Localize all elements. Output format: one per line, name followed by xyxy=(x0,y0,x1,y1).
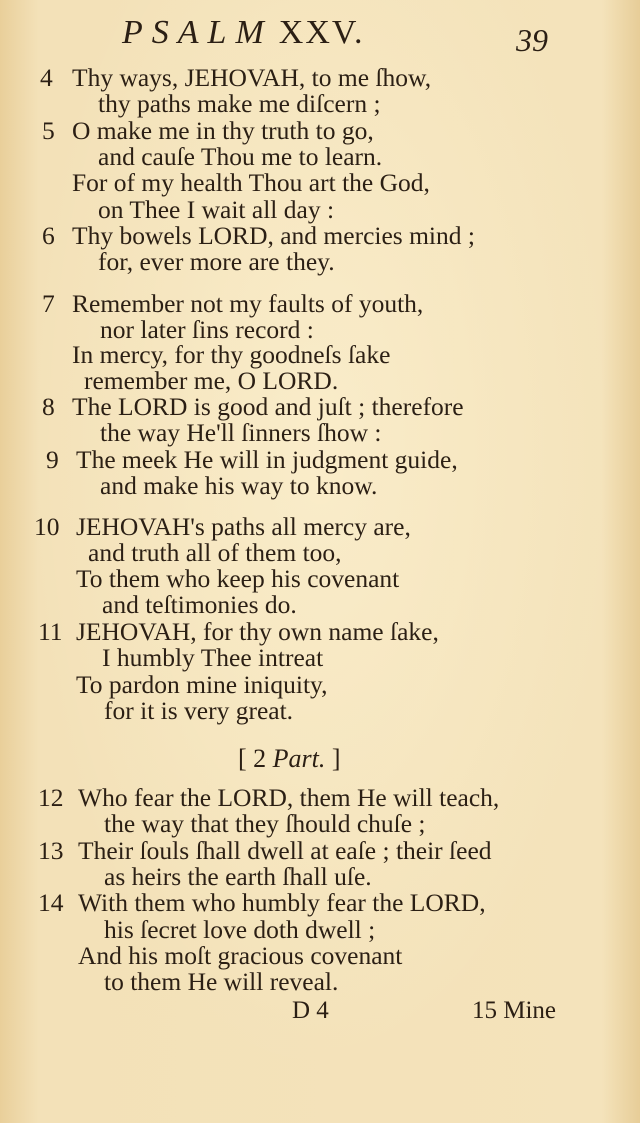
part-bracket-close: ] xyxy=(331,744,341,773)
verse-number-10: 10 xyxy=(34,512,60,541)
verse-line: To pardon mine iniquity, xyxy=(76,670,328,699)
verse-line: Thy ways, JEHOVAH, to me ſhow, xyxy=(72,63,432,92)
verse-number-14: 14 xyxy=(38,888,64,917)
verse-line: For of my health Thou art the God, xyxy=(72,168,430,197)
verse-number-12: 12 xyxy=(38,783,64,812)
verse-line: and cauſe Thou me to learn. xyxy=(98,142,383,171)
verse-line: I humbly Thee intreat xyxy=(102,643,324,672)
verse-line: his ſecret love doth dwell ; xyxy=(104,915,376,944)
verse-line: The LORD is good and juſt ; therefore xyxy=(72,392,464,421)
verse-line: JEHOVAH, for thy own name ſake, xyxy=(76,617,439,646)
psalm-number: XXV. xyxy=(278,14,365,51)
verse-line: In mercy, for thy goodneſs ſake xyxy=(72,340,391,369)
verse-number-9: 9 xyxy=(46,445,59,474)
verse-line: and make his way to know. xyxy=(100,471,378,500)
verse-line: nor later ſins record : xyxy=(100,315,314,344)
verse-line: And his moſt gracious covenant xyxy=(78,941,403,970)
page-number: 39 xyxy=(516,22,548,58)
verse-line: Thy bowels LORD, and mercies mind ; xyxy=(72,221,475,250)
verse-line: and teſtimonies do. xyxy=(102,590,297,619)
catchword: 15 Mine xyxy=(472,997,557,1024)
page-header xyxy=(0,14,640,58)
verse-line: to them He will reveal. xyxy=(104,967,339,996)
verse-line: JEHOVAH's paths all mercy are, xyxy=(76,512,411,541)
verse-line: and truth all of them too, xyxy=(88,538,342,567)
verse-line: for, ever more are they. xyxy=(98,247,335,276)
verse-number-5: 5 xyxy=(42,116,55,145)
verse-number-8: 8 xyxy=(42,392,55,421)
verse-line: the way that they ſhould chuſe ; xyxy=(104,809,426,838)
part-heading xyxy=(238,744,341,774)
verse-line: The meek He will in judgment guide, xyxy=(76,445,458,474)
verse-number-7: 7 xyxy=(42,289,55,318)
verse-line: With them who humbly fear the LORD, xyxy=(78,888,486,917)
verse-number-13: 13 xyxy=(38,836,64,865)
part-bracket-open: [ xyxy=(238,744,247,773)
verse-line: thy paths make me diſcern ; xyxy=(98,89,381,118)
running-title xyxy=(122,14,365,52)
verse-line: Their ſouls ſhall dwell at eaſe ; their ſeed xyxy=(78,836,492,865)
verse-number-6: 6 xyxy=(42,221,55,250)
verse-line: O make me in thy truth to go, xyxy=(72,116,374,145)
verse-number-4: 4 xyxy=(40,63,53,92)
verse-number-11: 11 xyxy=(38,617,63,646)
running-title-text: PSALM xyxy=(122,14,273,51)
verse-line: for it is very great. xyxy=(104,696,294,725)
signature-mark: D 4 xyxy=(292,997,329,1024)
verse-line: remember me, O LORD. xyxy=(84,366,339,395)
part-number: 2 xyxy=(253,744,267,773)
verse-line: Remember not my faults of youth, xyxy=(72,289,424,318)
verse-line: as heirs the earth ſhall uſe. xyxy=(104,862,372,891)
verse-line: on Thee I wait all day : xyxy=(98,195,335,224)
verse-line: To them who keep his covenant xyxy=(76,564,400,593)
verse-line: the way He'll ſinners ſhow : xyxy=(100,418,382,447)
part-label: Part. xyxy=(272,744,326,773)
verse-line: Who fear the LORD, them He will teach, xyxy=(78,783,500,812)
